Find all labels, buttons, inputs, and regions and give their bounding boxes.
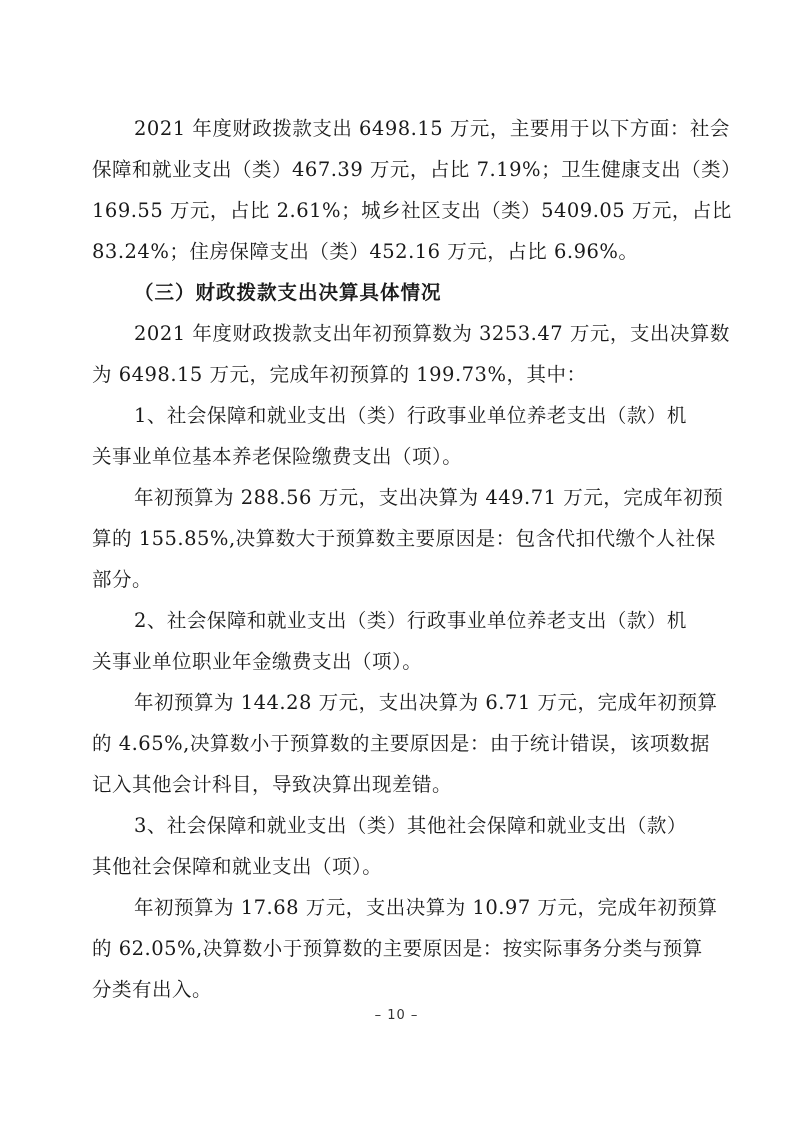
text-line: 其他社会保障和就业支出（项）。 [92,855,383,878]
text-line: 年初预算为 144.28 万元，支出决算为 6.71 万元，完成年初预算 [134,691,718,714]
text-line: 的 4.65%,决算数小于预算数的主要原因是：由于统计错误，该项数据 [92,732,710,755]
text-line: 83.24%；住房保障支出（类）452.16 万元，占比 6.96%。 [92,240,639,263]
text-line: 关事业单位基本养老保险缴费支出（项）。 [92,445,463,468]
section-heading [92,272,716,313]
text-line: 记入其他会计科目，导致决算出现差错。 [92,773,453,796]
text-line: 3、社会保障和就业支出（类）其他社会保障和就业支出（款） [134,814,687,837]
item-2-title [92,600,716,682]
text-line: 为 6498.15 万元，完成年初预算的 199.73%，其中： [92,363,587,386]
text-line: 1、社会保障和就业支出（类）行政事业单位养老支出（款）机 [134,404,687,427]
text-line: 关事业单位职业年金缴费支出（项）。 [92,650,423,673]
text-line: 部分。 [92,568,153,591]
text-line: 年初预算为 17.68 万元，支出决算为 10.97 万元，完成年初预算 [134,896,718,919]
text-line: 的 62.05%,决算数小于预算数的主要原因是：按实际事务分类与预算 [92,937,703,960]
text-line: 2021 年度财政拨款支出 6498.15 万元，主要用于以下方面：社会 [134,117,730,140]
item-2-body [92,682,716,805]
paragraph-expenditure-summary [92,108,742,272]
text-line: 保障和就业支出（类）467.39 万元，占比 7.19%；卫生健康支出（类） [92,158,742,181]
item-1-body [92,477,724,600]
text-line: 2、社会保障和就业支出（类）行政事业单位养老支出（款）机 [134,609,687,632]
item-1-title [92,395,716,477]
item-3-title [92,805,716,887]
paragraph-budget-overview [92,313,730,395]
text-line: 2021 年度财政拨款支出年初预算数为 3253.47 万元，支出决算数 [134,322,730,345]
page-number: – 10 – [374,1008,419,1023]
heading-text: （三）财政拨款支出决算具体情况 [134,281,442,304]
text-line: 169.55 万元，占比 2.61%；城乡社区支出（类）5409.05 万元，占比 [92,199,732,222]
text-line: 年初预算为 288.56 万元，支出决算为 449.71 万元，完成年初预 [134,486,724,509]
text-line: 算的 155.85%,决算数大于预算数主要原因是：包含代扣代缴个人社保 [92,527,716,550]
item-3-body [92,887,716,1010]
text-line: 分类有出入。 [92,978,213,1001]
